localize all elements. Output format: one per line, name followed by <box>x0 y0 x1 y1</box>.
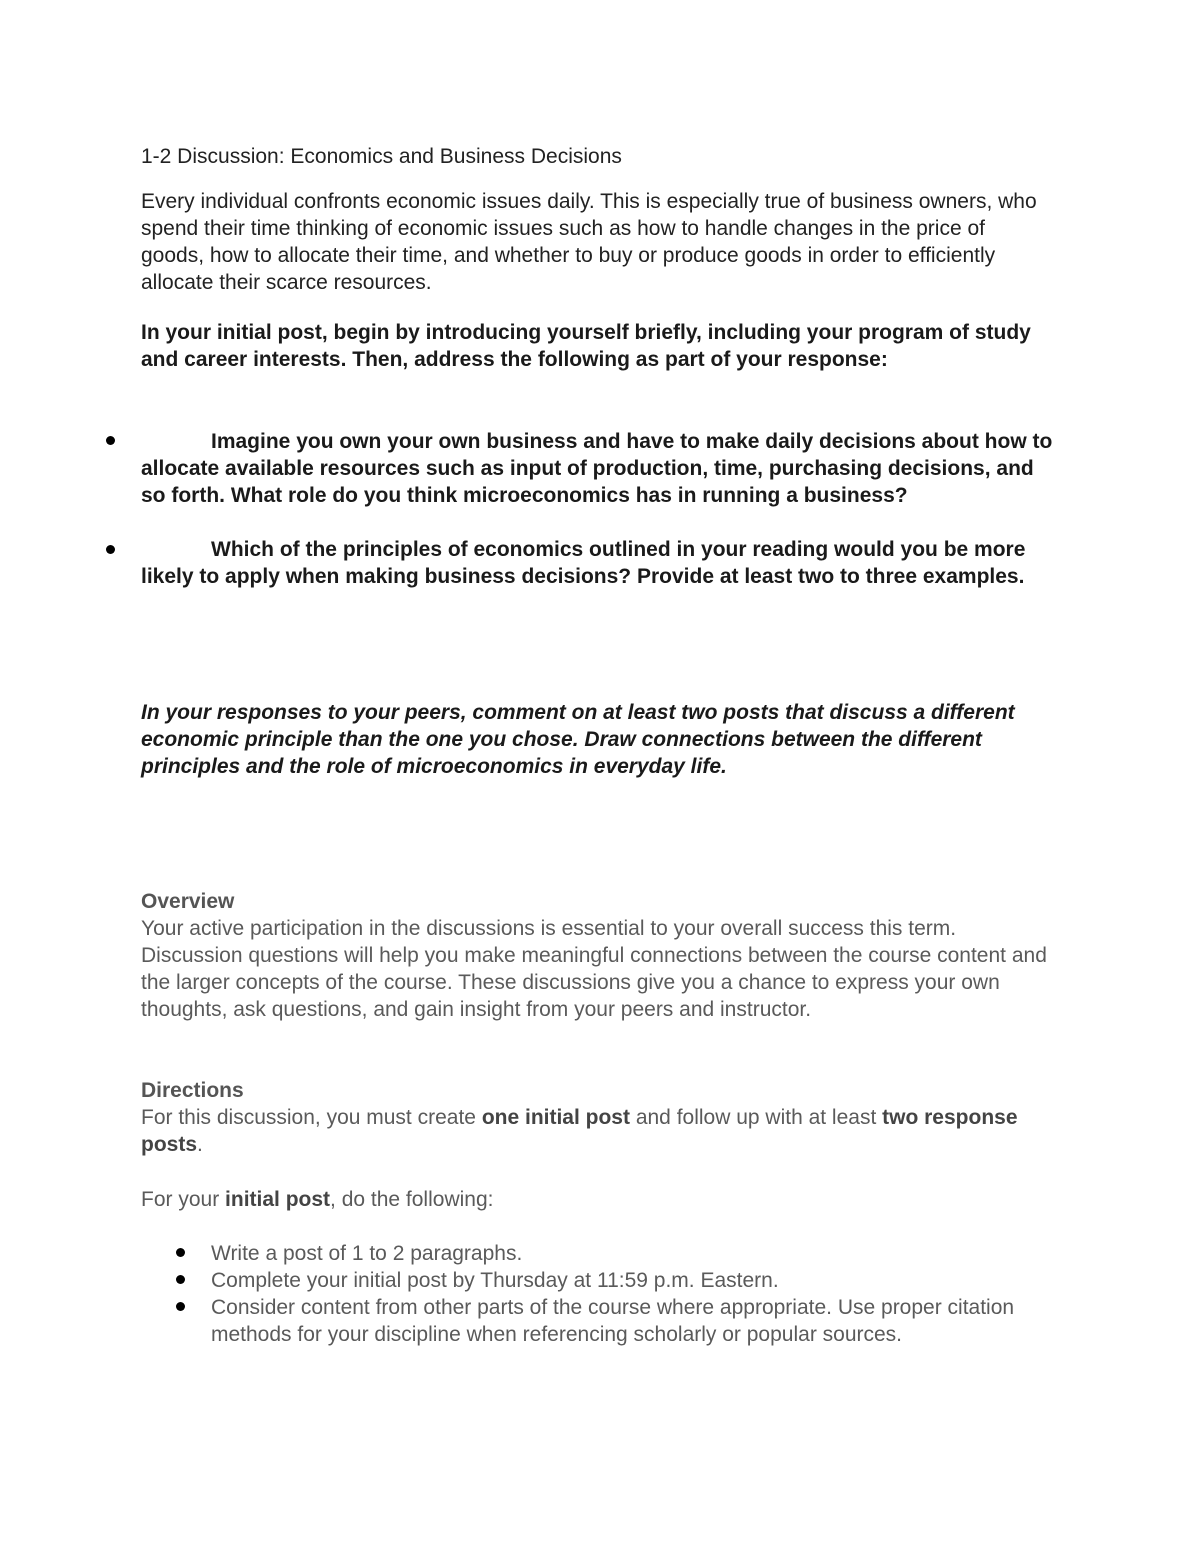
directions-text-part: and follow up with at least <box>629 1106 883 1129</box>
document-title: 1-2 Discussion: Economics and Business Decisions <box>141 145 622 168</box>
list-item <box>211 1267 1051 1294</box>
list-item-text: Complete your initial post by Thursday at 11:59 p.m. Eastern. <box>211 1269 779 1292</box>
overview-heading: Overview <box>141 890 235 913</box>
list-item <box>211 1294 1051 1348</box>
directions-text <box>141 1104 1046 1158</box>
bullet-icon <box>106 436 115 445</box>
question-item-1: Imagine you own your own business and have to make daily decisions about how to allocate available resources such as input of production, time, purchasing decisions, and so forth. What role do you think microeconomics has in running a business? <box>141 430 1053 507</box>
initial-post-text-part: For your <box>141 1188 226 1211</box>
bullet-icon <box>176 1248 185 1257</box>
initial-post-prompt: In your initial post, begin by introducing yourself briefly, including your program of study and career interests. Then, address the following as part of your response: <box>141 321 1031 371</box>
directions-text-part: . <box>197 1133 203 1156</box>
two-response-posts-emphasis: two response posts <box>141 1106 1018 1156</box>
one-initial-post-emphasis: one initial post <box>481 1106 630 1129</box>
initial-post-instructions <box>141 1186 1046 1213</box>
overview-text: Your active participation in the discussions is essential to your overall success this term. Discussion questions will help you make meaningful connections between the course content and the larger concepts of the course. These discussions give you a chance to express your own thoughts, ask questions, and gain insight from your peers and instructor. <box>141 917 1047 1021</box>
directions-heading: Directions <box>141 1079 244 1102</box>
initial-post-emphasis: initial post <box>225 1188 331 1211</box>
initial-post-requirements-list <box>211 1240 1051 1348</box>
list-item-text: Write a post of 1 to 2 paragraphs. <box>211 1242 523 1265</box>
directions-text-part: For this discussion, you must create <box>141 1106 482 1129</box>
bullet-icon <box>176 1275 185 1284</box>
bullet-icon <box>106 545 115 554</box>
list-item <box>211 1240 1051 1267</box>
list-item-text: Consider content from other parts of the course where appropriate. Use proper citation methods for your discipline when referencing scholarly or popular sources. <box>211 1296 1015 1346</box>
question-item-2: Which of the principles of economics outlined in your reading would you be more likely to apply when making business decisions? Provide at least two to three examples. <box>141 538 1026 588</box>
bullet-icon <box>176 1302 185 1311</box>
peer-response-instructions: In your responses to your peers, comment on at least two posts that discuss a different economic principle than the one you chose. Draw connections between the different principles and the role of microeconomics in everyday life. <box>141 701 1015 778</box>
intro-paragraph: Every individual confronts economic issues daily. This is especially true of business owners, who spend their time thinking of economic issues such as how to handle changes in the price of goods, how to allocate their time, and whether to buy or produce goods in order to efficiently allocate their scarce resources. <box>141 190 1037 294</box>
initial-post-text-part: , do the following: <box>330 1188 494 1211</box>
